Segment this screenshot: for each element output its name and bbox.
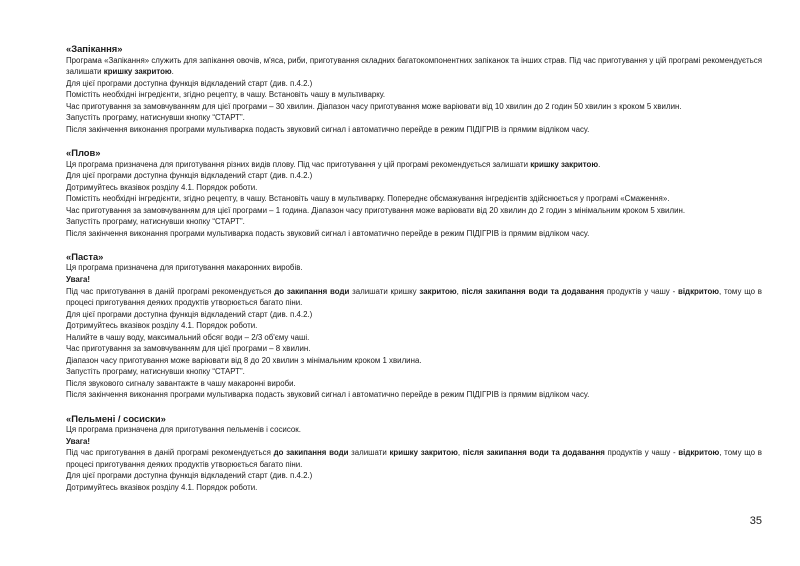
paragraph: Для цієї програми доступна функція відкладений старт (див. п.4.2.)	[66, 309, 313, 319]
paragraph: Діапазон часу приготування може варіювати від 8 до 20 хвилин з мінімальним кроком 1 хвилина.	[66, 355, 422, 365]
bold-text: до закипання води	[273, 448, 349, 458]
text: .	[171, 67, 174, 77]
paragraph: Запустіть програму, натиснувши кнопку “СТАРТ”.	[66, 367, 245, 377]
paragraph: Після звукового сигналу завантажте в чашу макаронні вироби.	[66, 378, 296, 388]
bold-text: кришку закритою	[530, 159, 599, 169]
text: продуктів у чашу -	[604, 286, 679, 296]
document-page	[66, 43, 762, 505]
text: залишати	[348, 448, 390, 458]
paragraph: Для цієї програми доступна функція відкладений старт (див. п.4.2.)	[66, 171, 313, 181]
paragraph: Помістіть необхідні інгредієнти, згідно рецепту, в чашу. Встановіть чашу в мультиварку. Попереднє обсмажування інгредієнтів здійснюється у програмі «Смаження».	[66, 194, 670, 204]
paragraph: Дотримуйтесь вказівок розділу 4.1. Порядок роботи.	[66, 182, 258, 192]
text: Під час приготування в даній програмі рекомендується	[66, 448, 274, 458]
text: ,	[457, 448, 463, 458]
paragraph: Для цієї програми доступна функція відкладений старт (див. п.4.2.)	[66, 471, 313, 481]
section-title: «Пельмені / сосиски»	[66, 412, 166, 424]
text: продуктів у чашу -	[604, 448, 679, 458]
paragraph: Запустіть програму, натиснувши кнопку “СТАРТ”.	[66, 113, 245, 123]
text: Ця програма призначена для приготування різних видів плову. Під час приготування у цій програмі рекомендується залишати	[66, 159, 531, 169]
paragraph: Час приготування за замовчуванням для цієї програми – 30 хвилин. Діапазон часу приготування може варіювати від 10 хвилин до 2 годин 50 хвилин з кроком 5 хвилин.	[66, 101, 682, 111]
text: Програма «Запікання» служить для запікання овочів, м'яса, риби, приготування складних багатокомпонентних запіканок та інших страв. Під час приготування у цій програмі рекомендується залишати	[66, 55, 762, 77]
bold-text: після закипання води та додавання	[462, 448, 605, 458]
text: , тому що в процесі приготування деяких продуктів утворюється багато піни.	[66, 286, 762, 308]
paragraph: Дотримуйтесь вказівок розділу 4.1. Порядок роботи.	[66, 482, 258, 492]
bold-text: кришку закритою	[389, 448, 458, 458]
page-number: 35	[749, 515, 762, 527]
section-plov	[66, 147, 762, 239]
paragraph: Налийте в чашу воду, максимальний обсяг води – 2/3 об'єму чаші.	[66, 332, 310, 342]
warning-text	[66, 447, 762, 470]
bold-text: після закипання води та додавання	[461, 286, 605, 296]
bold-text: відкритою	[678, 286, 720, 296]
paragraph: Помістіть необхідні інгредієнти, згідно рецепту, в чашу. Встановіть чашу в мультиварку.	[66, 90, 386, 100]
section-title: «Паста»	[66, 250, 104, 262]
paragraph: Для цієї програми доступна функція відкладений старт (див. п.4.2.)	[66, 78, 313, 88]
paragraph: Ця програма призначена для приготування пельменів і сосисок.	[66, 425, 301, 435]
section-pelmeni	[66, 413, 762, 494]
paragraph	[66, 55, 762, 78]
section-title: «Плов»	[66, 146, 101, 158]
bold-text: до закипання води	[274, 286, 350, 296]
paragraph	[66, 159, 762, 171]
paragraph: Після закінчення виконання програми мультиварка подасть звуковий сигнал і автоматично перейде в режим ПІДІГРІВ із прямим відліком часу.	[66, 390, 590, 400]
bold-text: кришку закритою	[103, 67, 172, 77]
paragraph: Ця програма призначена для приготування макаронних виробів.	[66, 263, 303, 273]
section-pasta	[66, 251, 762, 401]
paragraph: Час приготування за замовчуванням для цієї програми – 1 година. Діапазон часу приготування може варіювати від 20 хвилин до 2 годин з мінімальним кроком 5 хвилин.	[66, 205, 686, 215]
paragraph: Дотримуйтесь вказівок розділу 4.1. Порядок роботи.	[66, 321, 258, 331]
paragraph: Після закінчення виконання програми мультиварка подасть звуковий сигнал і автоматично перейде в режим ПІДІГРІВ із прямим відліком часу.	[66, 124, 590, 134]
paragraph: Запустіть програму, натиснувши кнопку “СТАРТ”.	[66, 217, 245, 227]
warning-text	[66, 286, 762, 309]
paragraph: Час приготування за замовчуванням для цієї програми – 8 хвилин.	[66, 344, 311, 354]
text: , тому що в процесі приготування деяких продуктів утворюється багато піни.	[66, 448, 762, 469]
text: залишати кришку	[349, 286, 420, 296]
bold-text: закритою	[419, 286, 457, 296]
warning-label: Увага!	[66, 436, 91, 446]
section-title: «Запікання»	[66, 43, 123, 54]
bold-text: відкритою	[678, 448, 720, 458]
text: ,	[456, 286, 462, 296]
text: .	[598, 159, 601, 169]
paragraph: Після закінчення виконання програми мультиварка подасть звуковий сигнал і автоматично перейде в режим ПІДІГРІВ із прямим відліком часу.	[66, 228, 590, 238]
text: Під час приготування в даній програмі рекомендується	[66, 286, 275, 296]
section-zapikannya	[66, 43, 762, 135]
warning-label: Увага!	[66, 274, 91, 284]
